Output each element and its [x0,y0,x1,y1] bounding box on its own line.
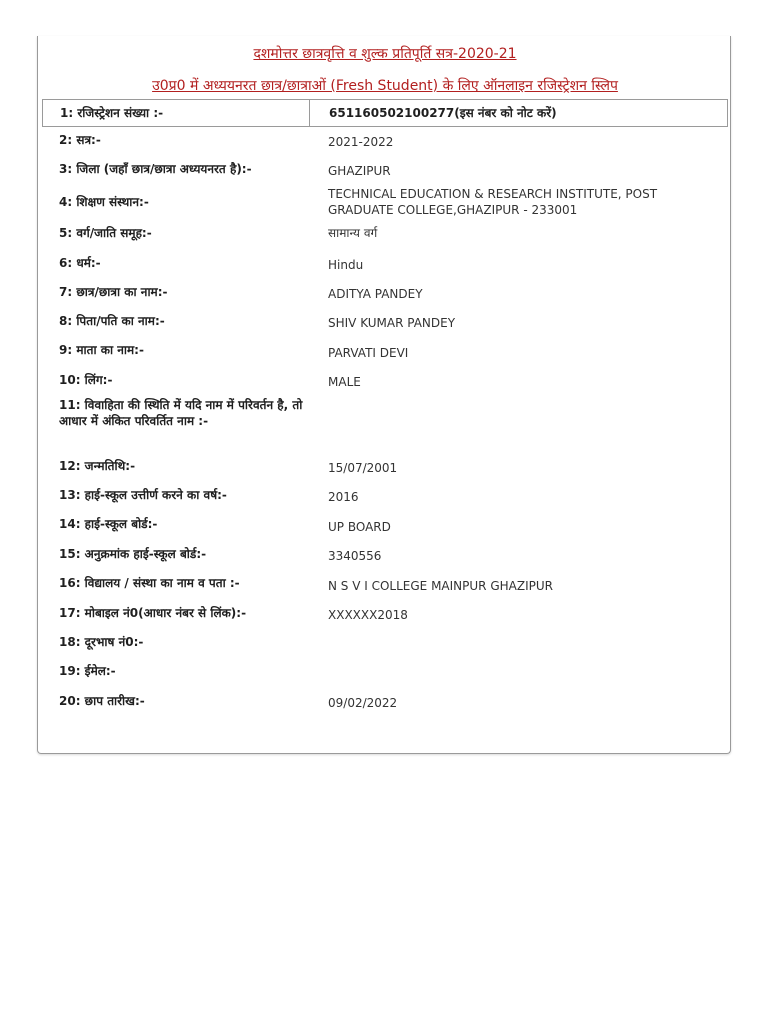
value-gender: MALE [328,375,361,389]
value-student-name: ADITYA PANDEY [328,287,423,301]
label-mother-name: 9: माता का नाम:- [59,343,144,357]
value-district: GHAZIPUR [328,164,391,178]
label-telephone: 18: दूरभाष नं0:- [59,635,144,649]
label-student-name: 7: छात्र/छात्रा का नाम:- [59,285,168,299]
value-caste-group: सामान्य वर्ग [328,226,378,240]
value-highschool-board: UP BOARD [328,520,391,534]
value-father-name: SHIV KUMAR PANDEY [328,316,456,330]
label-session: 2: सत्र:- [59,133,101,147]
label-institute: 4: शिक्षण संस्थान:- [59,195,149,209]
value-school-address: N S V I COLLEGE MAINPUR GHAZIPUR [328,579,553,593]
label-married-name-change: 11: विवाहिता की स्थिति में यदि नाम में परिवर्तन है, तो आधार में अंकित परिवर्तित नाम :- [59,398,303,428]
label-father-name: 8: पिता/पति का नाम:- [59,314,165,328]
label-date-of-birth: 12: जन्मतिथि:- [59,459,136,473]
value-highschool-year: 2016 [328,490,359,504]
value-session: 2021-2022 [328,135,394,149]
slip-subtitle: उ0प्र0 में अध्ययनरत छात्र/छात्राओं (Fresh Student) के लिए ऑनलाइन रजिस्ट्रेशन स्लिप [152,78,618,94]
row-registration-number [42,99,728,127]
value-print-date: 09/02/2022 [328,696,398,710]
value-institute: TECHNICAL EDUCATION & RESEARCH INSTITUTE, POST GRADUATE COLLEGE,GHAZIPUR - 233001 [328,187,658,217]
label-district: 3: जिला (जहाँ छात्र/छात्रा अध्ययनरत है):- [59,162,252,176]
label-mobile: 17: मोबाइल नं0(आधार नंबर से लिंक):- [59,606,247,620]
label-print-date: 20: छाप तारीख:- [59,694,145,708]
label-email: 19: ईमेल:- [59,664,116,678]
label-religion: 6: धर्म:- [59,256,101,270]
registration-slip [37,36,731,754]
value-date-of-birth: 15/07/2001 [328,461,398,475]
label-gender: 10: लिंग:- [59,373,113,387]
cell-divider [309,100,310,126]
label-highschool-roll: 15: अनुक्रमांक हाई-स्कूल बोर्ड:- [59,547,207,561]
label-school-address: 16: विद्यालय / संस्था का नाम व पता :- [59,576,240,590]
label-highschool-board: 14: हाई-स्कूल बोर्ड:- [59,517,158,531]
value-registration-number: 651160502100277(इस नंबर को नोट करें) [329,106,557,120]
label-highschool-year: 13: हाई-स्कूल उत्तीर्ण करने का वर्ष:- [59,488,227,502]
value-mobile: XXXXXX2018 [328,608,408,622]
slip-title: दशमोत्तर छात्रवृत्ति व शुल्क प्रतिपूर्ति सत्र-2020-21 [253,46,517,62]
label-caste-group: 5: वर्ग/जाति समूह:- [59,226,152,240]
value-mother-name: PARVATI DEVI [328,346,409,360]
value-highschool-roll: 3340556 [328,549,382,563]
label-registration-number: 1: रजिस्ट्रेशन संख्या :- [60,106,164,120]
value-religion: Hindu [328,258,364,272]
